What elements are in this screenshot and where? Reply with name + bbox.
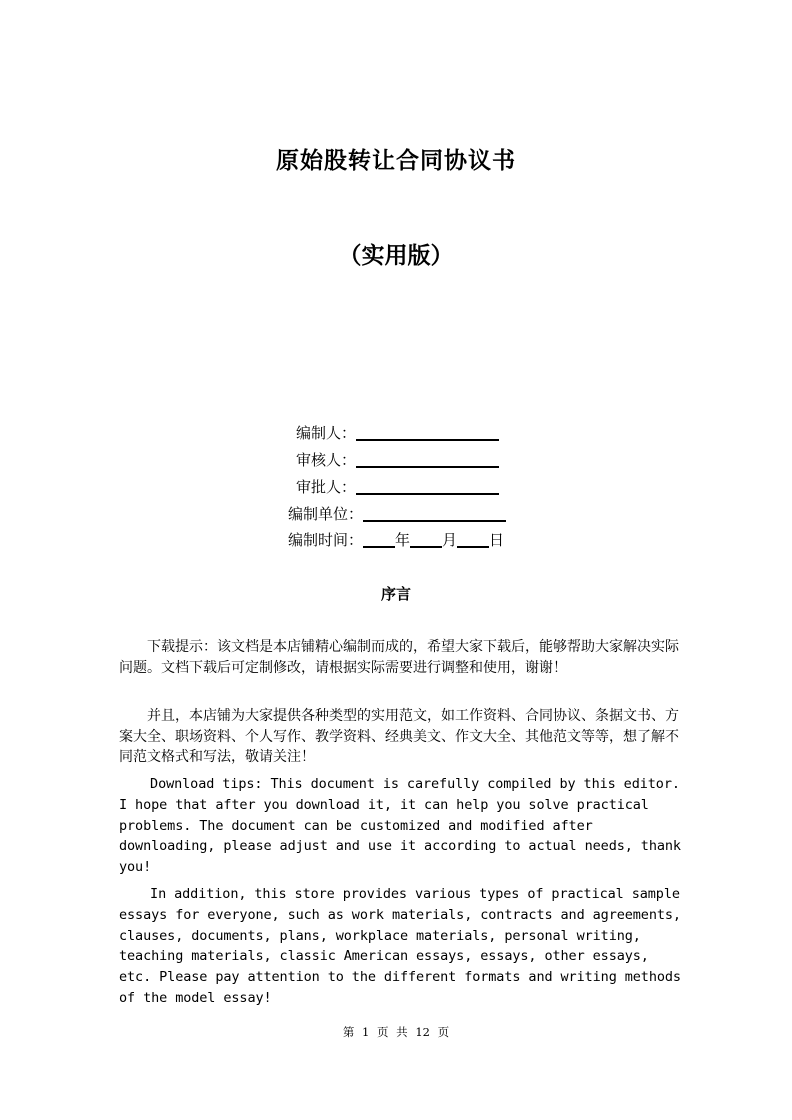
preface-title: 序言 — [380, 585, 411, 603]
document-title: 原始股转让合同协议书 — [276, 147, 516, 174]
paragraph-cn-1: 下载提示：该文档是本店铺精心编制而成的，希望大家下载后，能够帮助大家解决实际问题。文档下载后可定制修改，请根据实际需要进行调整和使用，谢谢！ — [119, 639, 679, 676]
reviewer-blank-line — [356, 449, 499, 468]
editor-blank-line — [356, 422, 499, 441]
paragraph-cn-2: 并且，本店铺为大家提供各种类型的实用范文，如工作资料、合同协议、条据文书、方案大全、职场资料、个人写作、教学资料、经典美文、作文大全、其他范文等等，想了解不同范文格式和写法，敬请关注！ — [119, 708, 679, 765]
month-label: 月 — [442, 531, 458, 549]
unit-blank-line — [363, 503, 506, 522]
editor-field — [260, 421, 560, 445]
approver-label: 审批人： — [295, 478, 356, 496]
editor-label: 编制人： — [295, 424, 356, 442]
day-label: 日 — [489, 531, 505, 549]
reviewer-label: 审核人： — [295, 451, 356, 469]
approver-blank-line — [356, 476, 499, 495]
month-blank-line — [410, 529, 442, 548]
document-subtitle: （实用版） — [338, 242, 454, 269]
day-blank-line — [457, 529, 489, 548]
paragraph-en-2: In addition, this store provides various types of practical sample essays for everyone, such as work materials, contracts and agreements, clauses, documents, plans, workplace materials, personal writing, teaching materials, classic American essays, essays, other essays, etc. Please pay attention to the different formats and writing methods of the model essay! — [119, 886, 681, 1006]
time-label: 编制时间： — [287, 531, 363, 549]
reviewer-field — [260, 448, 560, 472]
page-footer: 第 1 页 共 12 页 — [342, 1025, 450, 1039]
unit-label: 编制单位： — [287, 505, 363, 523]
approver-field — [260, 475, 560, 499]
time-field — [260, 528, 560, 552]
unit-field — [260, 502, 560, 526]
year-label: 年 — [395, 531, 411, 549]
paragraph-en-1: Download tips: This document is carefully compiled by this editor. I hope that after you download it, it can help you solve practical problems. The document can be customized and modified after downloading, please adjust and use it according to actual needs, thank you! — [119, 776, 681, 876]
year-blank-line — [363, 529, 395, 548]
